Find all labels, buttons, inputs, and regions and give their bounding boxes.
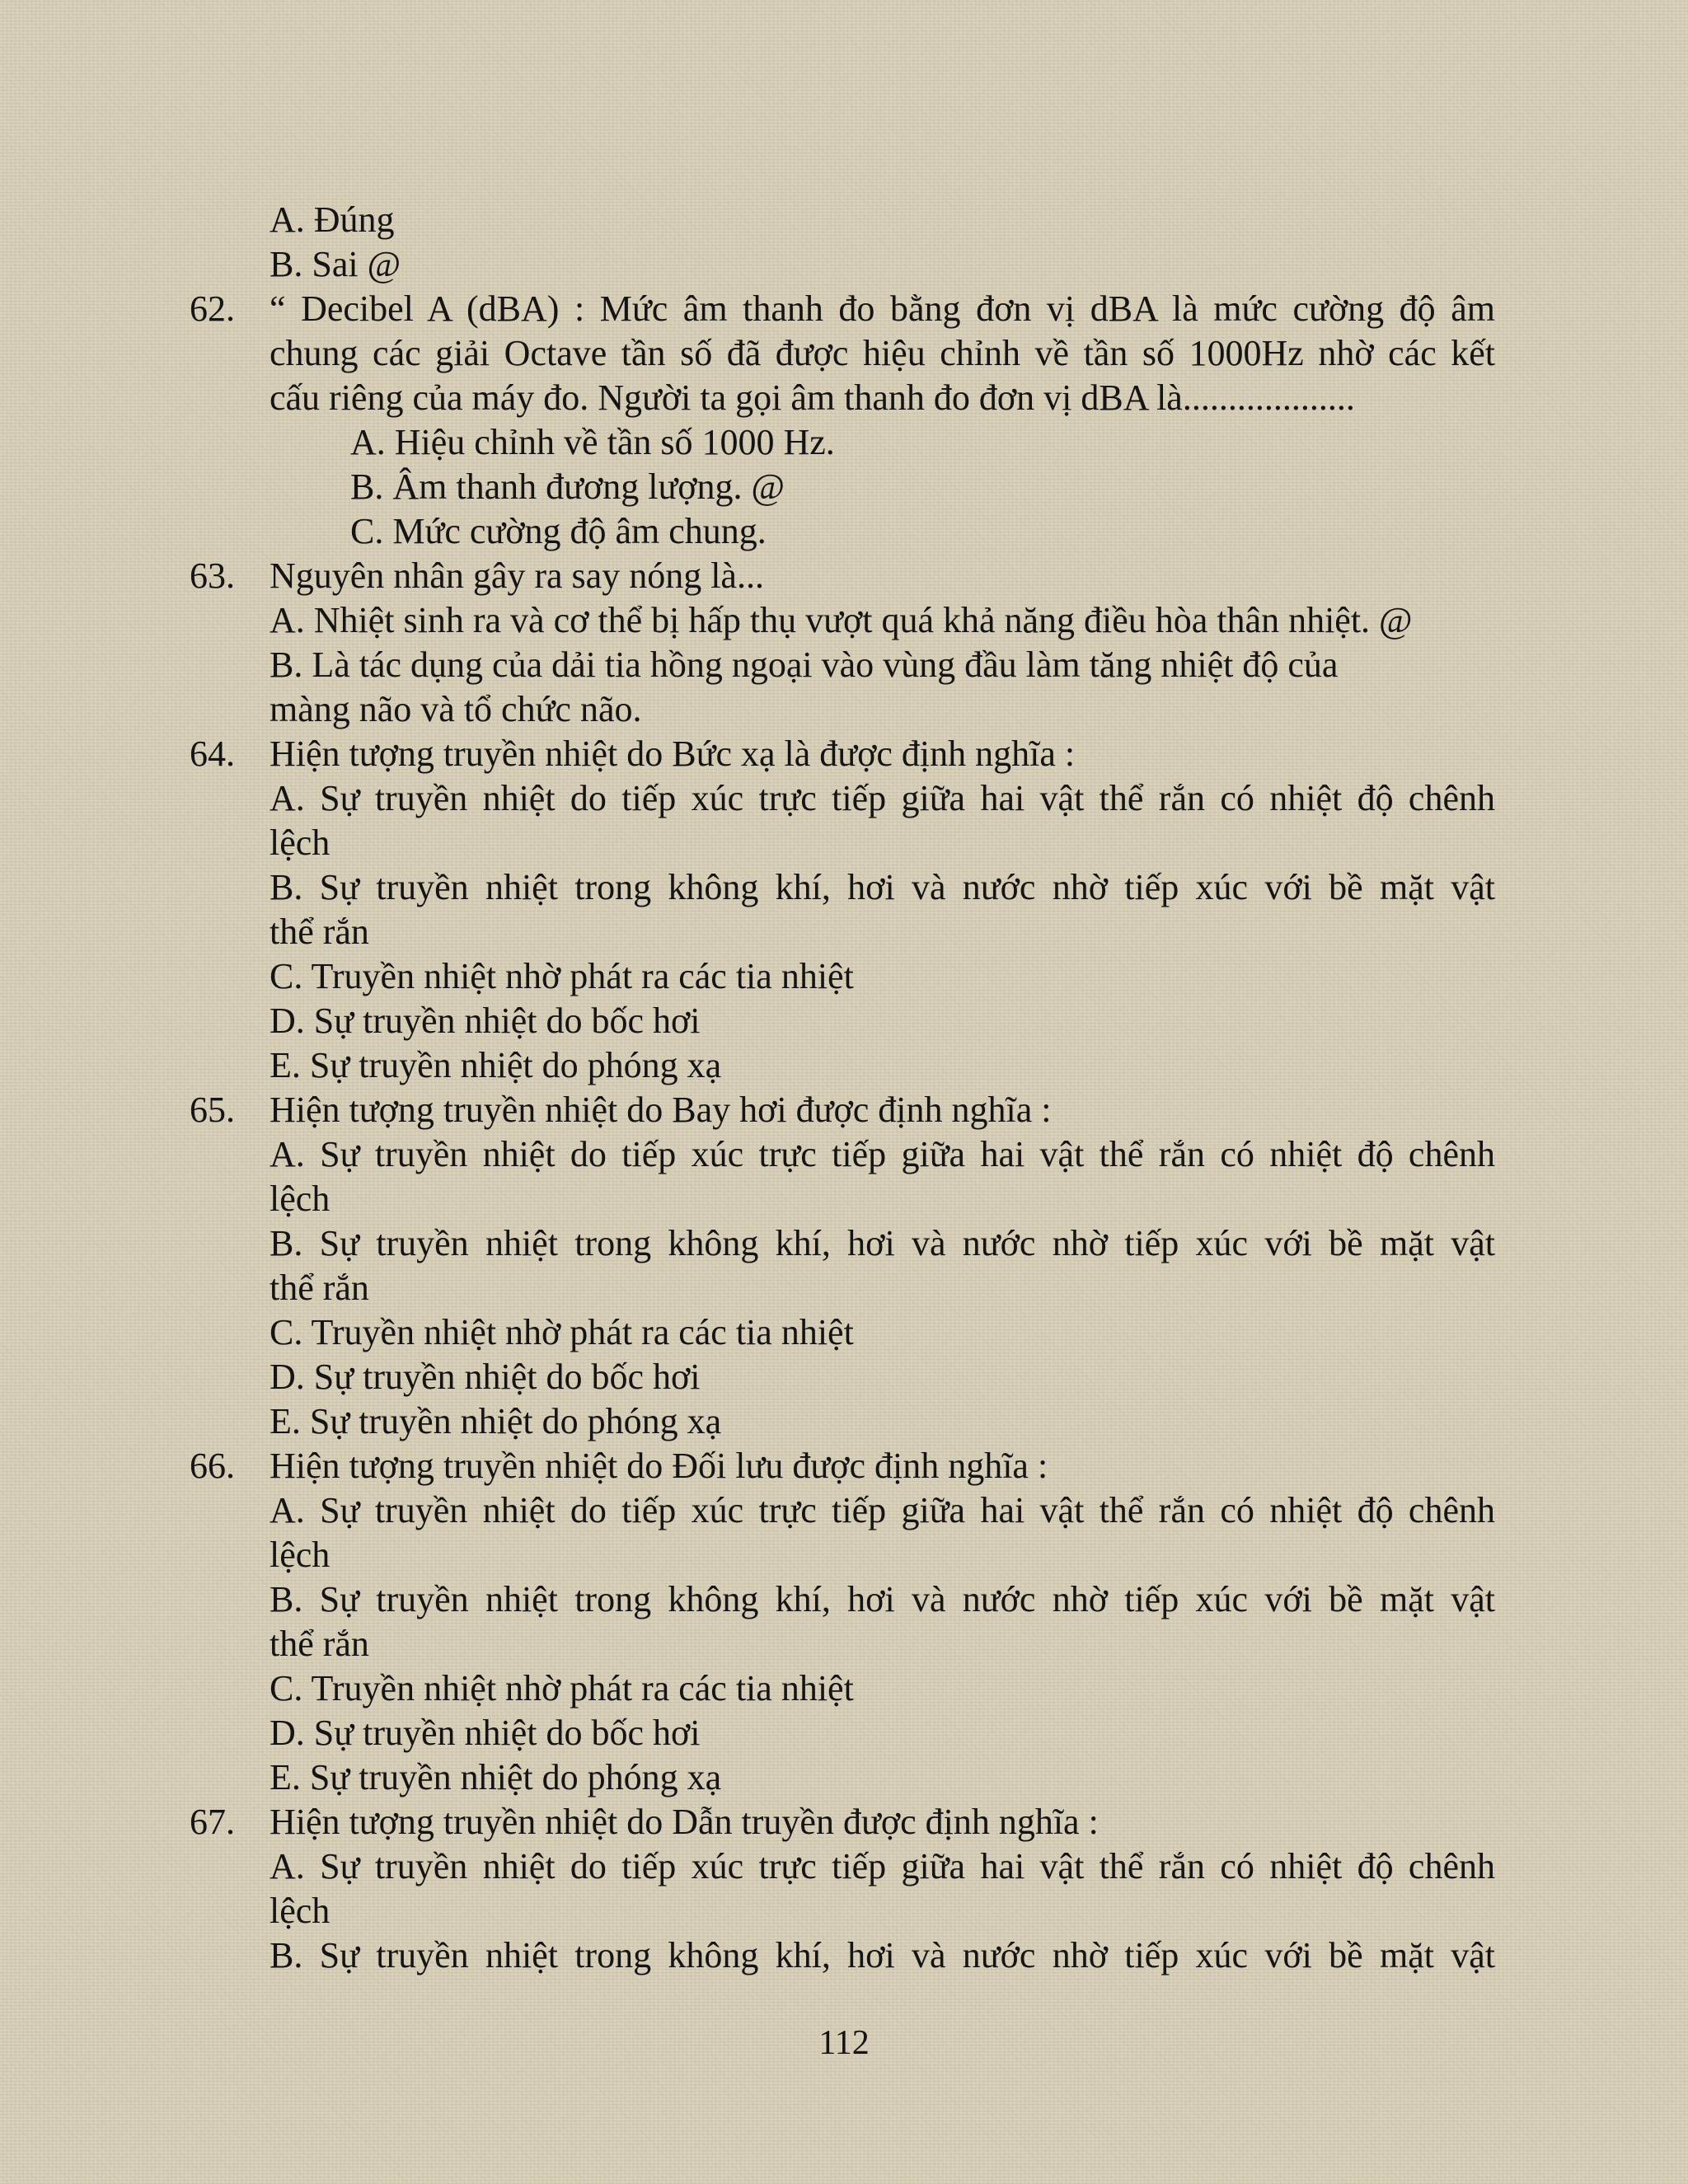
question-line bbox=[0, 1800, 1688, 1844]
text-line bbox=[0, 1310, 1688, 1355]
page-number: 112 bbox=[818, 2024, 870, 2062]
text-line bbox=[0, 465, 1688, 509]
text-line bbox=[0, 776, 1688, 821]
text-line bbox=[0, 1533, 1688, 1577]
text-line bbox=[0, 1488, 1688, 1533]
text-line bbox=[0, 1266, 1688, 1310]
answer-option-text: B. Là tác dụng của dải tia hồng ngoại vào vùng đầu làm tăng nhiệt độ của bbox=[270, 644, 1339, 685]
answer-option-text: B. Sự truyền nhiệt trong không khí, hơi và nước nhờ tiếp xúc với bề mặt vật bbox=[270, 1935, 1495, 1975]
answer-option-text: A. Sự truyền nhiệt do tiếp xúc trực tiếp giữa hai vật thể rắn có nhiệt độ chênh bbox=[270, 778, 1495, 818]
question-line bbox=[0, 1444, 1688, 1488]
text-line bbox=[0, 643, 1688, 687]
answer-option-text: thể rắn bbox=[270, 912, 369, 952]
text-line bbox=[0, 821, 1688, 865]
text-line bbox=[0, 376, 1688, 420]
answer-option-text: E. Sự truyền nhiệt do phóng xạ bbox=[270, 1757, 722, 1797]
question-line bbox=[0, 554, 1688, 598]
answer-option-text: D. Sự truyền nhiệt do bốc hơi bbox=[270, 1713, 701, 1753]
answer-option-text: B. Sự truyền nhiệt trong không khí, hơi và nước nhờ tiếp xúc với bề mặt vật bbox=[270, 1223, 1495, 1263]
question-text: “ Decibel A (dBA) : Mức âm thanh đo bằng đơn vị dBA là mức cường độ âm bbox=[270, 288, 1495, 329]
text-line bbox=[0, 509, 1688, 554]
text-line bbox=[0, 598, 1688, 643]
text-line bbox=[0, 1577, 1688, 1622]
text-line bbox=[0, 1177, 1688, 1221]
answer-option-text: A. Nhiệt sinh ra và cơ thể bị hấp thụ vượt quá khả năng điều hòa thân nhiệt. @ bbox=[270, 600, 1413, 640]
answer-option-text: lệch bbox=[270, 823, 331, 863]
question-number: 64. bbox=[190, 733, 235, 774]
answer-option-text: chung các giải Octave tần số đã được hiệu chỉnh về tần số 1000Hz nhờ các kết bbox=[270, 333, 1495, 373]
text-line bbox=[0, 1132, 1688, 1177]
text-line bbox=[0, 1844, 1688, 1889]
text-line bbox=[0, 1622, 1688, 1666]
text-line bbox=[0, 1221, 1688, 1266]
question-number: 66. bbox=[190, 1446, 235, 1486]
question-text: Hiện tượng truyền nhiệt do Bức xạ là được định nghĩa : bbox=[270, 733, 1076, 774]
question-line bbox=[0, 1088, 1688, 1132]
text-line bbox=[0, 865, 1688, 910]
answer-option-text: màng não và tổ chức não. bbox=[270, 689, 642, 729]
question-number: 63. bbox=[190, 555, 235, 596]
answer-option-text: B. Sự truyền nhiệt trong không khí, hơi và nước nhờ tiếp xúc với bề mặt vật bbox=[270, 1579, 1495, 1619]
answer-option-text: C. Mức cường độ âm chung. bbox=[350, 511, 767, 551]
question-text: Hiện tượng truyền nhiệt do Đối lưu được định nghĩa : bbox=[270, 1446, 1048, 1486]
document-body bbox=[0, 198, 1688, 1978]
answer-option-text: A. Sự truyền nhiệt do tiếp xúc trực tiếp giữa hai vật thể rắn có nhiệt độ chênh bbox=[270, 1134, 1495, 1174]
answer-option-text: A. Đúng bbox=[270, 199, 395, 240]
question-line bbox=[0, 287, 1688, 331]
text-line bbox=[0, 1711, 1688, 1755]
answer-option-text: lệch bbox=[270, 1535, 331, 1575]
text-line bbox=[0, 954, 1688, 999]
question-number: 65. bbox=[190, 1090, 235, 1130]
answer-option-text: E. Sự truyền nhiệt do phóng xạ bbox=[270, 1401, 722, 1441]
text-line bbox=[0, 420, 1688, 465]
answer-option-text: lệch bbox=[270, 1179, 331, 1219]
text-line bbox=[0, 1043, 1688, 1088]
question-text: Nguyên nhân gây ra say nóng là... bbox=[270, 555, 764, 596]
answer-option-text: thể rắn bbox=[270, 1624, 369, 1664]
answer-option-text: A. Sự truyền nhiệt do tiếp xúc trực tiếp giữa hai vật thể rắn có nhiệt độ chênh bbox=[270, 1846, 1495, 1886]
answer-option-text: cấu riêng của máy đo. Người ta gọi âm thanh đo đơn vị dBA là................... bbox=[270, 377, 1355, 418]
text-line bbox=[0, 198, 1688, 242]
text-line bbox=[0, 687, 1688, 732]
answer-option-text: A. Hiệu chỉnh về tần số 1000 Hz. bbox=[350, 422, 835, 462]
question-text: Hiện tượng truyền nhiệt do Bay hơi được định nghĩa : bbox=[270, 1090, 1052, 1130]
text-line bbox=[0, 1755, 1688, 1800]
answer-option-text: A. Sự truyền nhiệt do tiếp xúc trực tiếp giữa hai vật thể rắn có nhiệt độ chênh bbox=[270, 1490, 1495, 1530]
text-line bbox=[0, 331, 1688, 376]
text-line bbox=[0, 910, 1688, 954]
answer-option-text: C. Truyền nhiệt nhờ phát ra các tia nhiệt bbox=[270, 1312, 854, 1352]
answer-option-text: thể rắn bbox=[270, 1268, 369, 1308]
question-number: 62. bbox=[190, 288, 235, 329]
question-number: 67. bbox=[190, 1802, 235, 1842]
text-line bbox=[0, 999, 1688, 1043]
answer-option-text: B. Âm thanh đương lượng. @ bbox=[350, 466, 785, 507]
text-line bbox=[0, 1399, 1688, 1444]
answer-option-text: B. Sai @ bbox=[270, 244, 401, 284]
answer-option-text: D. Sự truyền nhiệt do bốc hơi bbox=[270, 1357, 701, 1397]
text-line bbox=[0, 1355, 1688, 1399]
text-line bbox=[0, 1889, 1688, 1933]
question-text: Hiện tượng truyền nhiệt do Dẫn truyền được định nghĩa : bbox=[270, 1802, 1099, 1842]
answer-option-text: D. Sự truyền nhiệt do bốc hơi bbox=[270, 1001, 701, 1041]
question-line bbox=[0, 732, 1688, 776]
text-line bbox=[0, 1666, 1688, 1711]
answer-option-text: B. Sự truyền nhiệt trong không khí, hơi và nước nhờ tiếp xúc với bề mặt vật bbox=[270, 867, 1495, 907]
text-line bbox=[0, 1933, 1688, 1978]
answer-option-text: lệch bbox=[270, 1891, 331, 1931]
answer-option-text: E. Sự truyền nhiệt do phóng xạ bbox=[270, 1045, 722, 1085]
answer-option-text: C. Truyền nhiệt nhờ phát ra các tia nhiệt bbox=[270, 1668, 854, 1708]
text-line bbox=[0, 242, 1688, 287]
answer-option-text: C. Truyền nhiệt nhờ phát ra các tia nhiệt bbox=[270, 956, 854, 996]
